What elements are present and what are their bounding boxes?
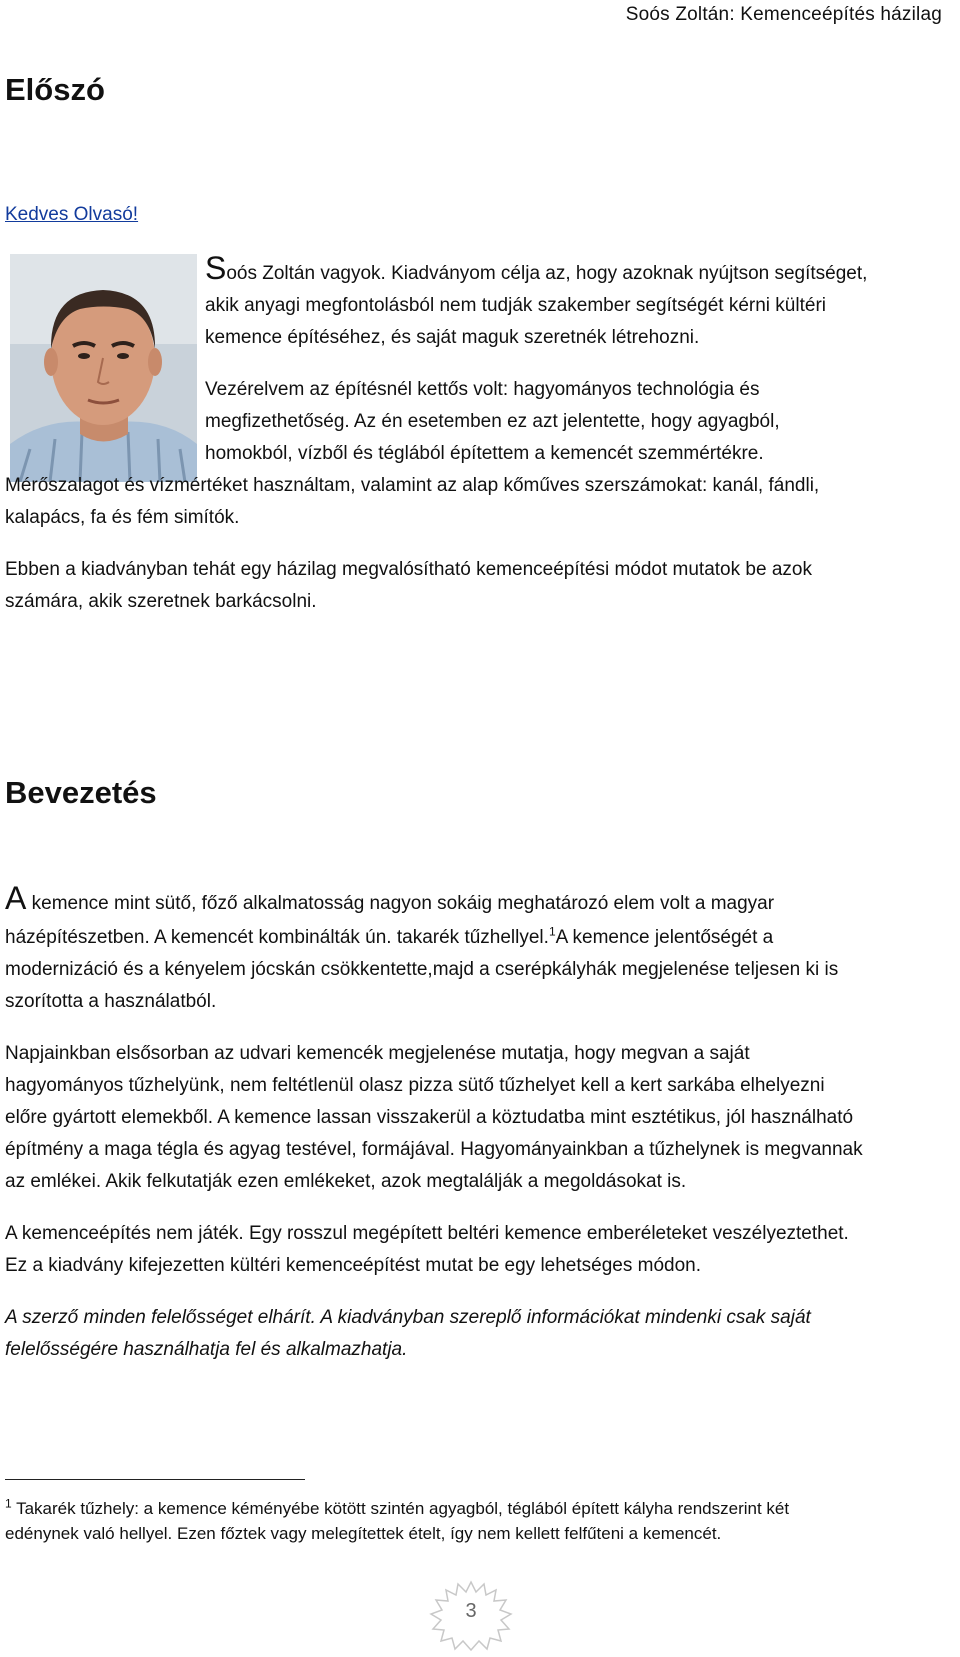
- dropcap: A: [5, 880, 27, 916]
- running-header: Soós Zoltán: Kemenceépítés házilag: [625, 4, 942, 25]
- foreword-paragraph-1-line-2: akik anyagi megfontolásból nem tudják szakember segítségét kérni kültéri: [205, 295, 826, 316]
- footnote-reference[interactable]: 1: [548, 924, 556, 939]
- page-number: 3: [465, 1600, 477, 1622]
- footnote-line-2: edénynek való hellyel. Ezen főztek vagy melegítettek ételt, így nem kellett felfűteni a kemencét.: [5, 1524, 722, 1543]
- foreword-paragraph-3-line-2: számára, akik szeretnek barkácsolni.: [5, 591, 317, 612]
- intro-paragraph-2-line-2: hagyományos tűzhelyünk, nem feltétlenül olasz pizza sütő tűzhelyet kell a kert sarkába elhelyezni: [5, 1075, 825, 1096]
- footnote: [5, 1496, 935, 1546]
- intro-paragraph-1-line-3: modernizáció és a kényelem jócskán csökkentette,majd a cserépkályhák megjelenése teljesen ki is: [5, 959, 839, 980]
- footnote-marker: 1: [5, 1496, 12, 1511]
- introduction-heading: Bevezetés: [5, 775, 157, 810]
- disclaimer-line-2: felelősségére használhatja fel és alkalmazhatja.: [5, 1339, 408, 1360]
- foreword-paragraph-2-line-5: kalapács, fa és fém simítók.: [5, 507, 240, 528]
- disclaimer-line-1: A szerző minden felelősséget elhárít. A kiadványban szereplő információkat mindenki csak saját: [5, 1307, 811, 1328]
- intro-paragraph-1-line-1: A kemence mint sütő, főző alkalmatosság nagyon sokáig meghatározó elem volt a magyar: [5, 880, 775, 916]
- footnote-line-1: $^1$ Takarék tűzhely: a kemence kéményébe kötött szintén agyagból, téglából épített kályha rendszerint két: [5, 1496, 790, 1518]
- dropcap: S: [205, 250, 227, 286]
- author-photo: [10, 254, 197, 482]
- foreword-paragraph-3-line-1: Ebben a kiadványban tehát egy házilag megvalósítható kemenceépítési módot mutatok be azok: [5, 559, 812, 580]
- intro-paragraph-2-line-5: az emlékei. Akik felkutatják ezen emlékeket, azok megtalálják a megoldásokat is.: [5, 1171, 687, 1192]
- intro-paragraph-1-line-4: szorította a használatból.: [5, 991, 217, 1012]
- intro-paragraph-2-line-4: építmény a maga tégla és agyag testével, formájával. Hagyományainkban a tűzhelynek is megvannak: [5, 1139, 863, 1160]
- intro-paragraph-2-line-3: előre gyártott elemekből. A kemence lassan visszakerül a köztudatba mint esztétikus, jól használható: [5, 1107, 854, 1128]
- foreword-paragraph-2-line-3: homokból, vízből és téglából építettem a kemencét szemmértékre.: [205, 443, 764, 464]
- foreword-paragraph-1-line-1: Soós Zoltán vagyok. Kiadványom célja az, hogy azoknak nyújtson segítséget,: [205, 250, 868, 286]
- intro-paragraph-3-line-1: A kemenceépítés nem játék. Egy rosszul megépített beltéri kemence emberéleteket veszélyeztethet.: [5, 1223, 849, 1244]
- salutation: Kedves Olvasó!: [5, 204, 139, 225]
- intro-paragraph-3-line-2: Ez a kiadvány kifejezetten kültéri kemenceépítést mutat be egy lehetséges módon.: [5, 1255, 702, 1276]
- intro-paragraph-2-line-1: Napjainkban elsősorban az udvari kemencék megjelenése mutatja, hogy megvan a saját: [5, 1043, 750, 1064]
- foreword-paragraph-1-line-3: kemence építéséhez, és saját maguk szeretnék létrehozni.: [205, 327, 700, 348]
- foreword-paragraph-2-line-4: Mérőszalagot és vízmértéket használtam, valamint az alap kőműves szerszámokat: kanál, fándli,: [5, 475, 820, 496]
- foreword-paragraph-2-line-2: megfizethetőség. Az én esetemben ez azt jelentette, hogy agyagból,: [205, 411, 780, 432]
- intro-paragraph-1-line-2: házépítészetben. A kemencét kombinálták ún. takarék tűzhellyel.$^1$A kemence jelentőségét a: [5, 924, 774, 948]
- foreword-heading: Előszó: [5, 72, 105, 107]
- foreword-paragraph-2-line-1: Vezérelvem az építésnél kettős volt: hagyományos technológia és: [205, 379, 760, 400]
- footnote-separator: [5, 1479, 305, 1480]
